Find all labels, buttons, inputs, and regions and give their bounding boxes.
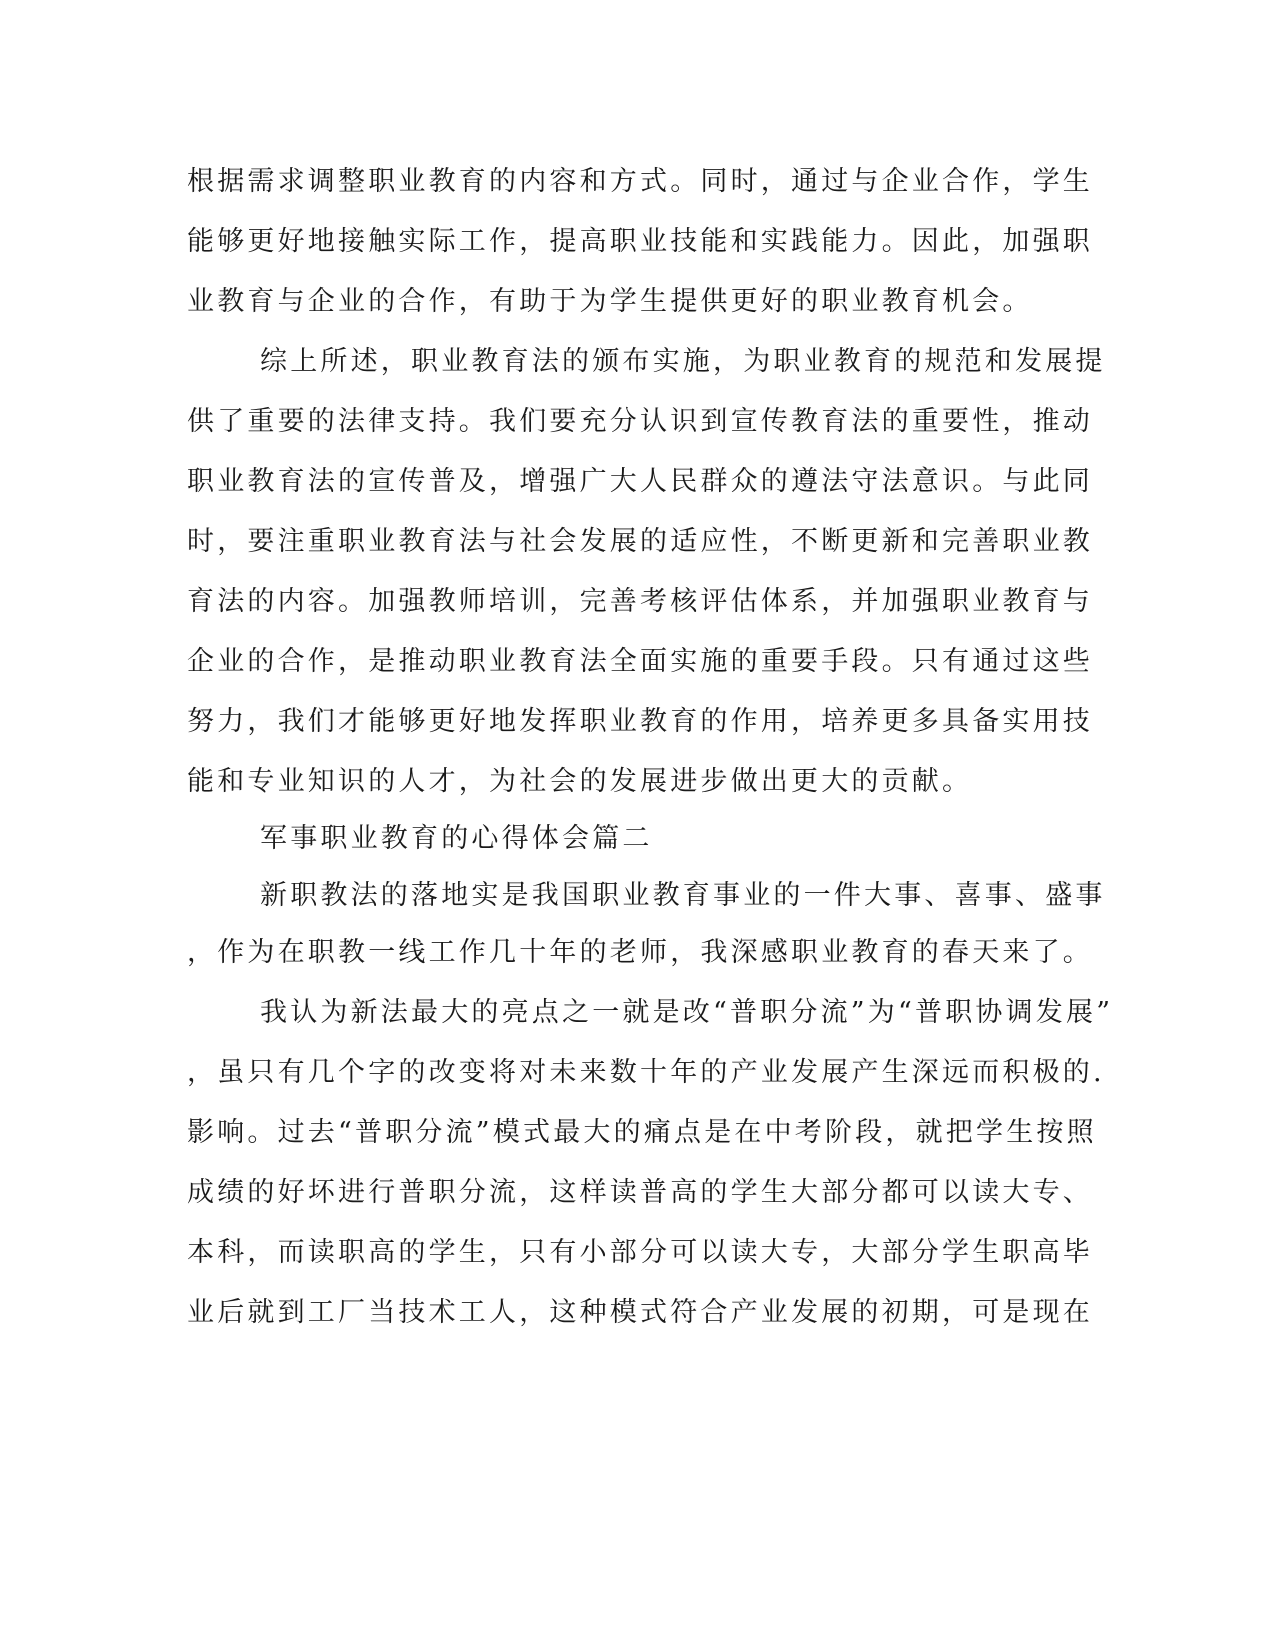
text-line: 企业的合作，是推动职业教育法全面实施的重要手段。只有通过这些 bbox=[187, 646, 1093, 677]
paragraph-start-line: 新职教法的落地实是我国职业教育事业的一件大事、喜事、盛事 bbox=[260, 880, 1106, 911]
text-line: 能够更好地接触实际工作，提高职业技能和实践能力。因此，加强职 bbox=[187, 226, 1093, 257]
text-line: 努力，我们才能够更好地发挥职业教育的作用，培养更多具备实用技 bbox=[187, 706, 1093, 737]
paragraph-start-line: 综上所述，职业教育法的颁布实施，为职业教育的规范和发展提 bbox=[260, 346, 1106, 377]
text-line: 能和专业知识的人才，为社会的发展进步做出更大的贡献。 bbox=[187, 766, 973, 797]
text-line: 职业教育法的宣传普及，增强广大人民群众的遵法守法意识。与此同 bbox=[187, 466, 1093, 497]
section-heading: 军事职业教育的心得体会篇二 bbox=[260, 823, 653, 854]
text-line: 影响。过去“普职分流”模式最大的痛点是在中考阶段，就把学生按照 bbox=[187, 1117, 1097, 1148]
text-line: 供了重要的法律支持。我们要充分认识到宣传教育法的重要性，推动 bbox=[187, 406, 1093, 437]
text-line: 成绩的好坏进行普职分流，这样读普高的学生大部分都可以读大专、 bbox=[187, 1177, 1093, 1208]
text-line: 业教育与企业的合作，有助于为学生提供更好的职业教育机会。 bbox=[187, 286, 1033, 317]
text-line: 育法的内容。加强教师培训，完善考核评估体系，并加强职业教育与 bbox=[187, 586, 1093, 617]
text-line: 本科，而读职高的学生，只有小部分可以读大专，大部分学生职高毕 bbox=[187, 1237, 1093, 1268]
text-line: ，作为在职教一线工作几十年的老师，我深感职业教育的春天来了。 bbox=[187, 937, 1093, 968]
text-line: ，虽只有几个字的改变将对未来数十年的产业发展产生深远而积极的. bbox=[187, 1057, 1105, 1088]
text-line: 根据需求调整职业教育的内容和方式。同时，通过与企业合作，学生 bbox=[187, 166, 1093, 197]
text-line: 时，要注重职业教育法与社会发展的适应性，不断更新和完善职业教 bbox=[187, 526, 1093, 557]
text-line: 业后就到工厂当技术工人，这种模式符合产业发展的初期，可是现在 bbox=[187, 1297, 1093, 1328]
paragraph-start-line: 我认为新法最大的亮点之一就是改“普职分流”为“普职协调发展” bbox=[260, 997, 1114, 1028]
